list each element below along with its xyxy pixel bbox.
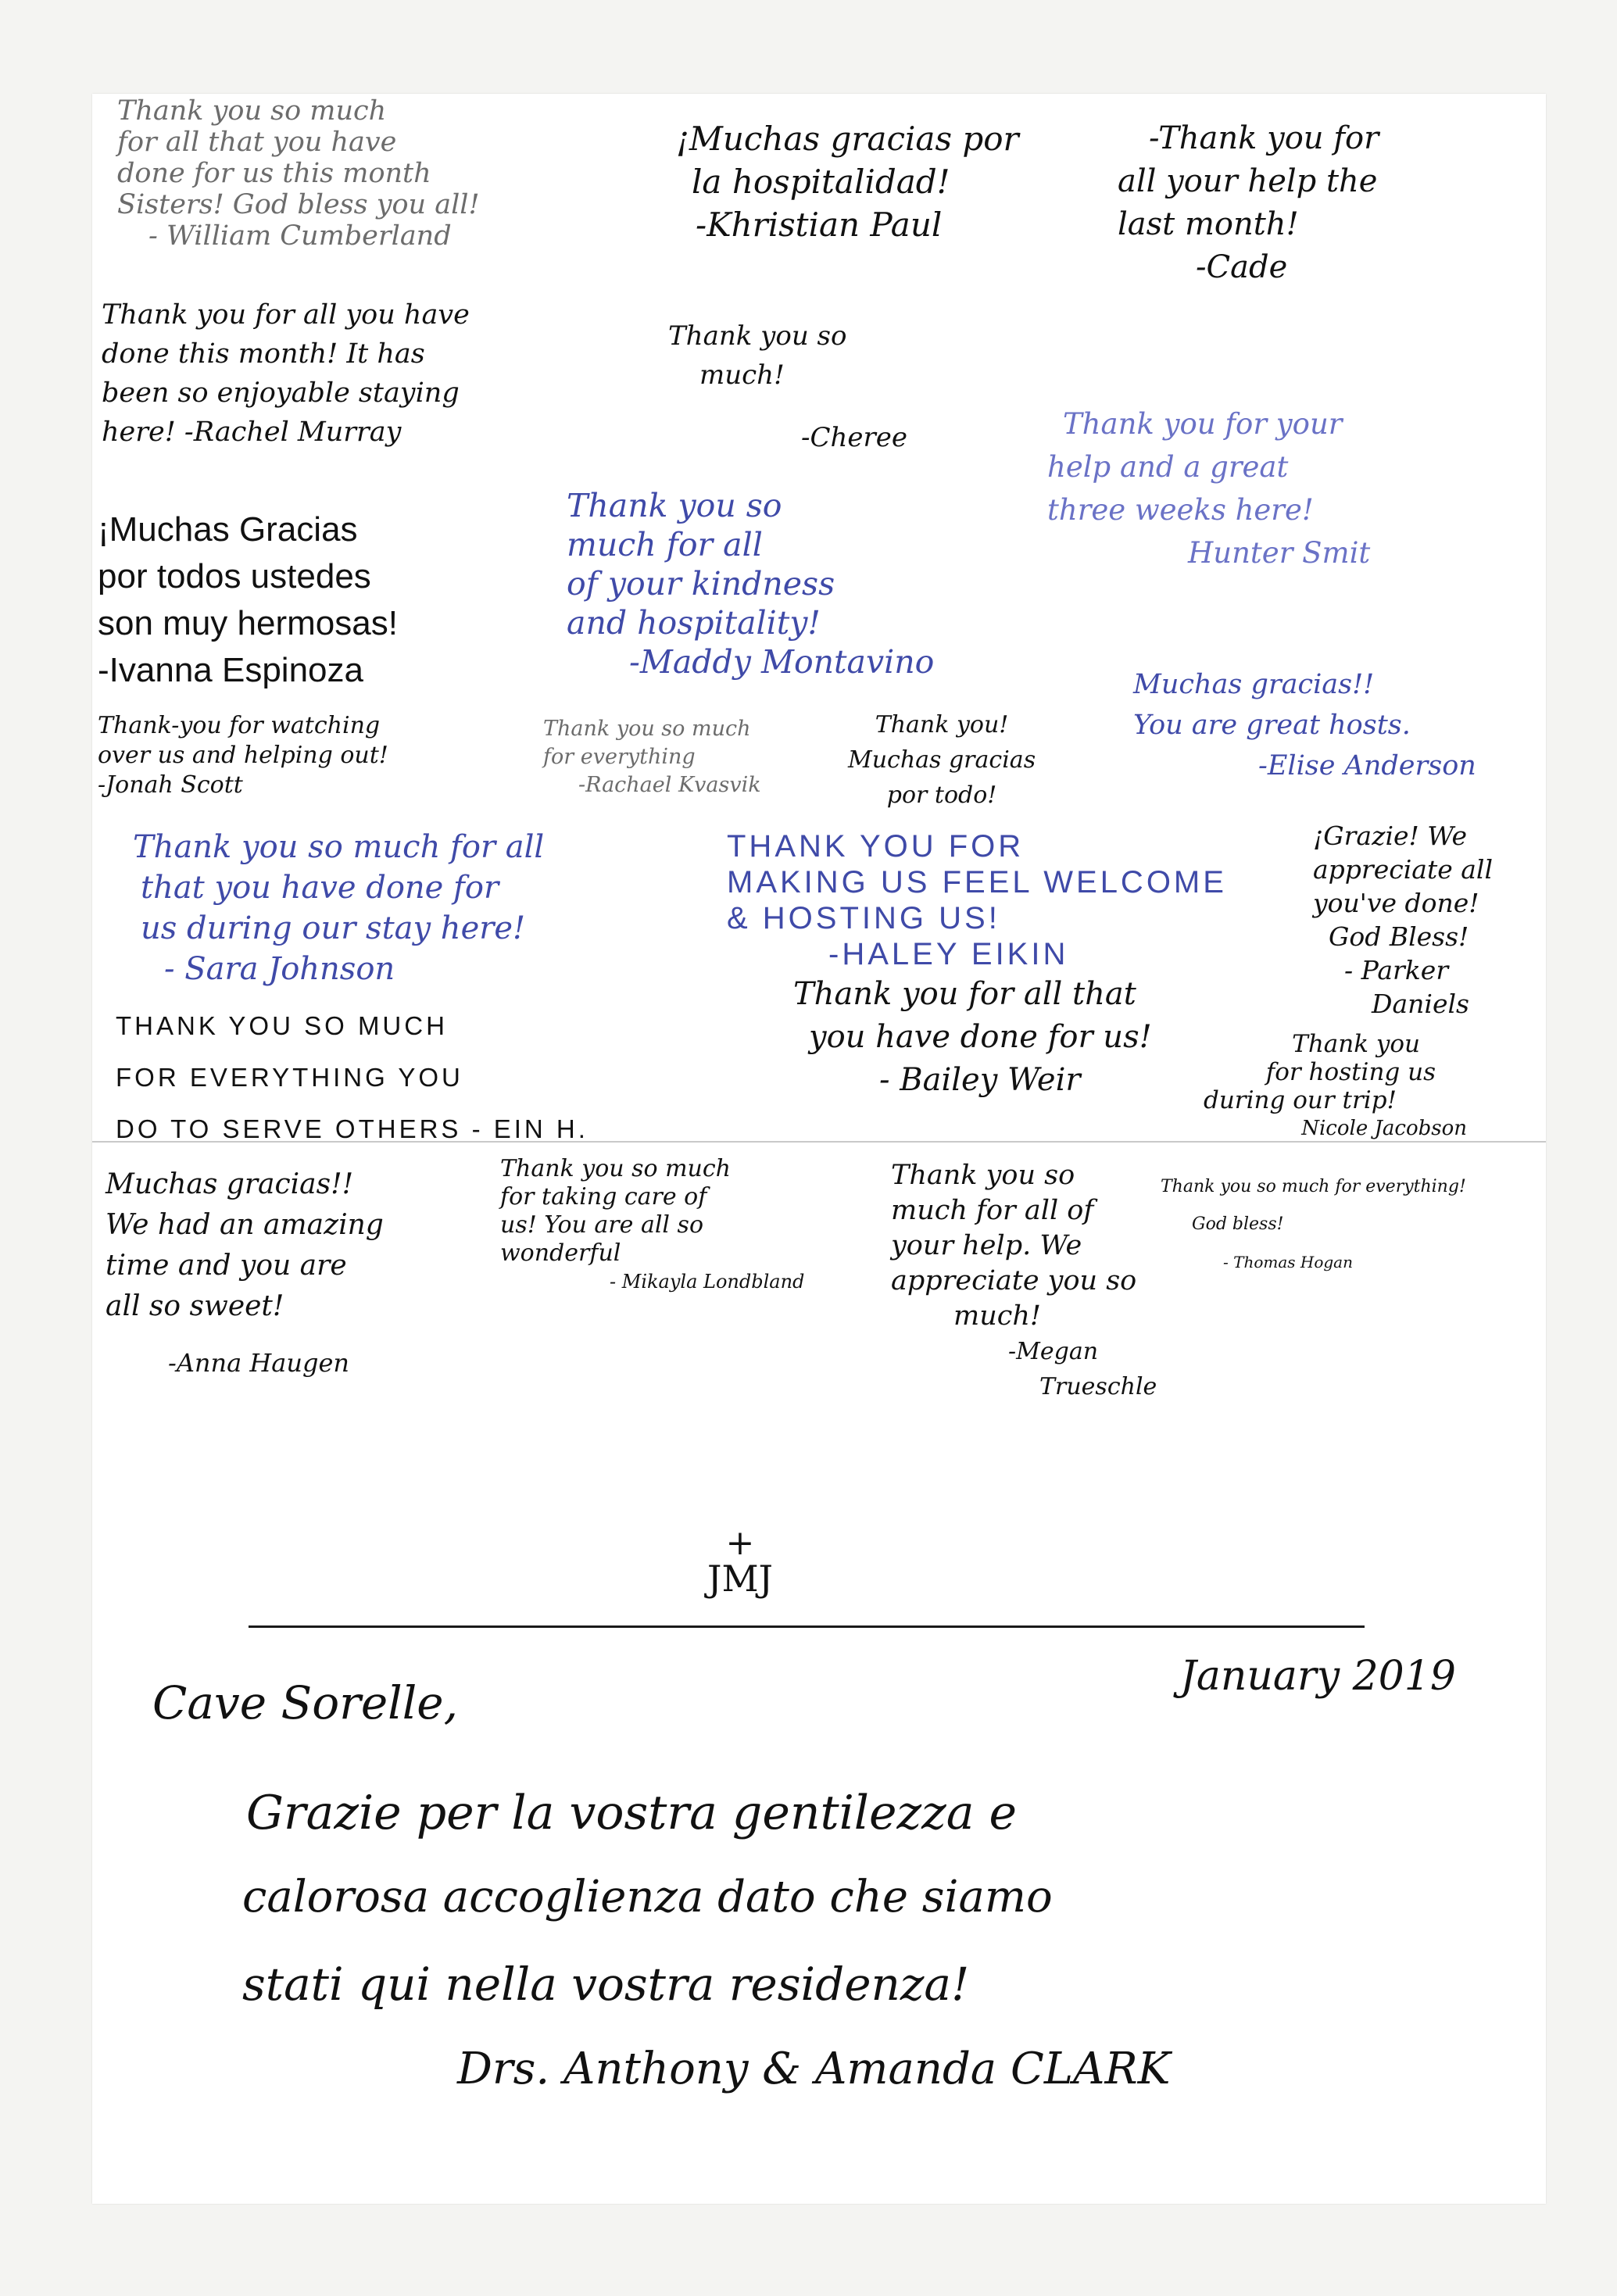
note-cade: -Thank you for all your help the last month! -Cade xyxy=(1118,120,1379,285)
note-cheree: Thank you so much! -Cheree xyxy=(668,320,908,453)
note-ivanna: ¡Muchas Gracias por todos ustedes son muy hermosas! -Ivanna Espinoza xyxy=(98,510,398,689)
cross-icon: + xyxy=(725,1523,755,1563)
note-nicole: Thank you for hosting us during our trip! Nicole Jacobson xyxy=(1204,1030,1468,1140)
letter-body-line-3: stati qui nella vostra residenza! xyxy=(242,1958,970,2011)
note-elise: Muchas gracias!! You are great hosts. -Elise Anderson xyxy=(1133,669,1476,781)
note-rachel: Thank you for all you have done this month! It has been so enjoyable staying here! -Rachel Murray xyxy=(102,299,470,448)
jmj-monogram: JMJ xyxy=(707,1557,773,1600)
jmj-mark xyxy=(707,1523,773,1600)
note-bailey: Thank you for all that you have done for us! - Bailey Weir xyxy=(793,976,1152,1098)
note-jonah: Thank-you for watching over us and helping out! -Jonah Scott xyxy=(98,712,388,799)
note-rachael: Thank you so much for everything -Rachael Kvasvik xyxy=(543,717,761,797)
note-sara: Thank you so much for all that you have done for us during our stay here! - Sara Johnson xyxy=(133,829,545,987)
letter-salutation: Cave Sorelle, xyxy=(152,1676,459,1729)
note-thomas: Thank you so much for everything! God bless! - Thomas Hogan xyxy=(1161,1177,1466,1271)
note-maddy: Thank you so much for all of your kindness and hospitality! -Maddy Montavino xyxy=(567,487,935,681)
note-mikayla: Thank you so much for taking care of us! You are all so wonderful - Mikayla Londbland xyxy=(500,1155,805,1293)
header-rule xyxy=(249,1625,1365,1628)
note-parker: ¡Grazie! We appreciate all you've done! God Bless! - Parker Daniels xyxy=(1313,821,1494,1019)
note-william: Thank you so much for all that you have done for us this month Sisters! God bless you all! - William Cumberland xyxy=(117,95,480,252)
letter-body-line-2: calorosa accoglienza dato che siamo xyxy=(242,1872,1053,1922)
note-ein: THANK YOU SO MUCH FOR EVERYTHING YOU DO TO SERVE OTHERS - EIN H. xyxy=(116,1011,588,1143)
letter-date: January 2019 xyxy=(1180,1653,1456,1700)
note-thanks-todo: Thank you! Muchas gracias por todo! xyxy=(848,711,1036,809)
note-haley: THANK YOU FOR MAKING US FEEL WELCOME & HOSTING US! -HALEY EIKIN xyxy=(727,829,1227,971)
note-hunter: Thank you for your help and a great three weeks here! Hunter Smit xyxy=(1047,407,1371,570)
note-khristian: ¡Muchas gracias por la hospitalidad! -Khristian Paul xyxy=(676,120,1019,244)
letter-signature: Drs. Anthony & Amanda CLARK xyxy=(457,2044,1171,2094)
note-anna: Muchas gracias!! We had an amazing time and you are all so sweet! -Anna Haugen xyxy=(106,1168,384,1378)
letter-body-line-1: Grazie per la vostra gentilezza e xyxy=(246,1786,1018,1840)
note-megan: Thank you so much for all of your help. We appreciate you so much! -Megan Trueschle xyxy=(891,1160,1157,1400)
